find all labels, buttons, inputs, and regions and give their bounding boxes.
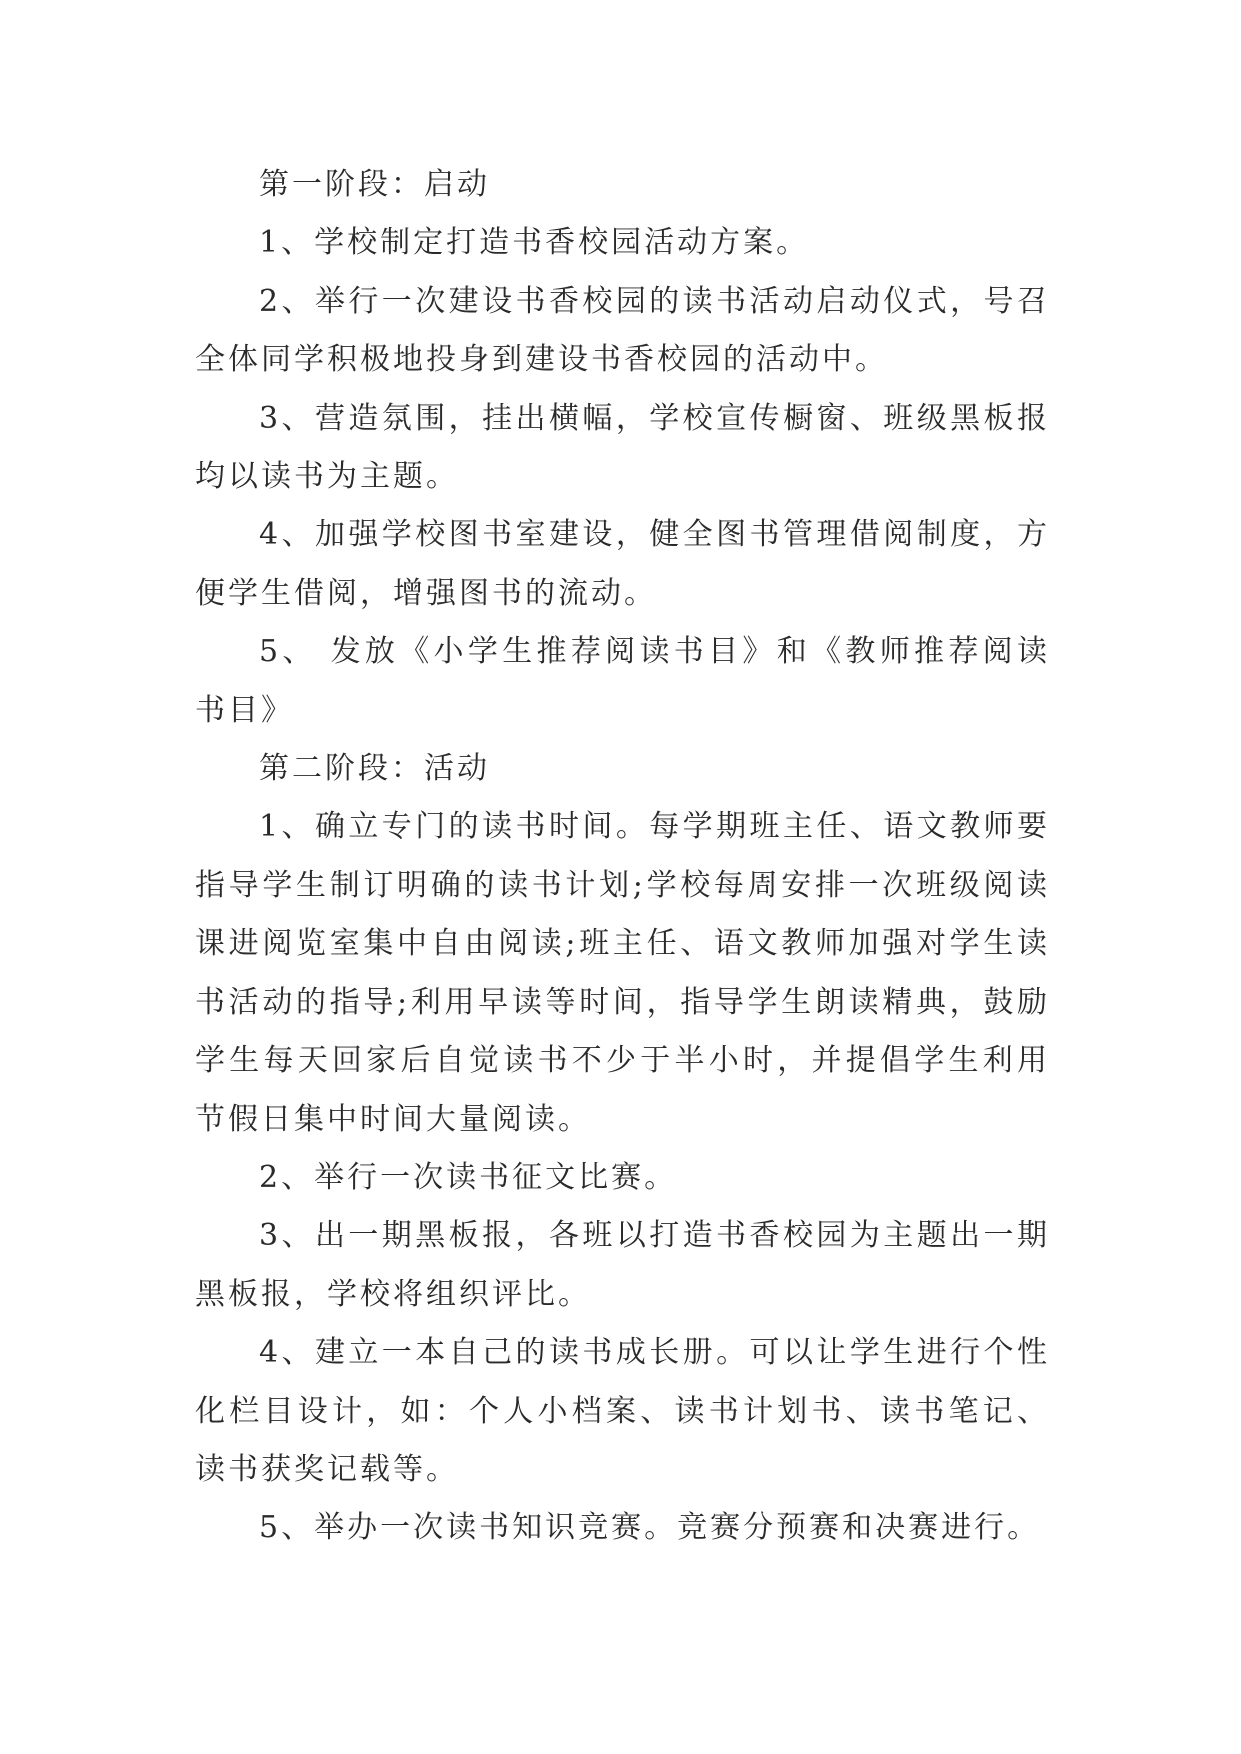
stage-one-item-2: 2、举行一次建设书香校园的读书活动启动仪式，号召全体同学积极地投身到建设书香校园的活动中。 xyxy=(195,283,1050,378)
stage-two-item-4: 4、建立一本自己的读书成长册。可以让学生进行个性化栏目设计，如：个人小档案、读书计划书、读书笔记、读书获奖记载等。 xyxy=(195,1335,1050,1487)
stage-two-item-5: 5、举办一次读书知识竞赛。竞赛分预赛和决赛进行。 xyxy=(259,1510,1041,1546)
stage-one-item-5: 5、 发放《小学生推荐阅读书目》和《教师推荐阅读书目》 xyxy=(195,634,1050,728)
stage-one-heading: 第一阶段：启动 xyxy=(259,167,490,202)
document-body xyxy=(195,156,1050,1558)
stage-one-item-3: 3、营造氛围，挂出横幅，学校宣传橱窗、班级黑板报均以读书为主题。 xyxy=(195,400,1050,495)
stage-two-item-1: 1、确立专门的读书时间。每学期班主任、语文教师要指导学生制订明确的读书计划;学校每周安排一次班级阅读课进阅览室集中自由阅读;班主任、语文教师加强对学生读书活动的指导;利用早读等时间，指导学生朗读精典，鼓励学生每天回家后自觉读书不少于半小时，并提倡学生利用节假日集中时间大量阅读。 xyxy=(195,809,1050,1137)
stage-two-item-3: 3、出一期黑板报，各班以打造书香校园为主题出一期黑板报，学校将组织评比。 xyxy=(195,1218,1050,1312)
stage-two-heading: 第二阶段：活动 xyxy=(259,751,490,787)
stage-one-item-1: 1、学校制定打造书香校园活动方案。 xyxy=(259,225,810,261)
stage-one-item-4: 4、加强学校图书室建设，健全图书管理借阅制度，方便学生借阅，增强图书的流动。 xyxy=(195,517,1050,611)
stage-two-item-2: 2、举行一次读书征文比赛。 xyxy=(259,1159,678,1195)
